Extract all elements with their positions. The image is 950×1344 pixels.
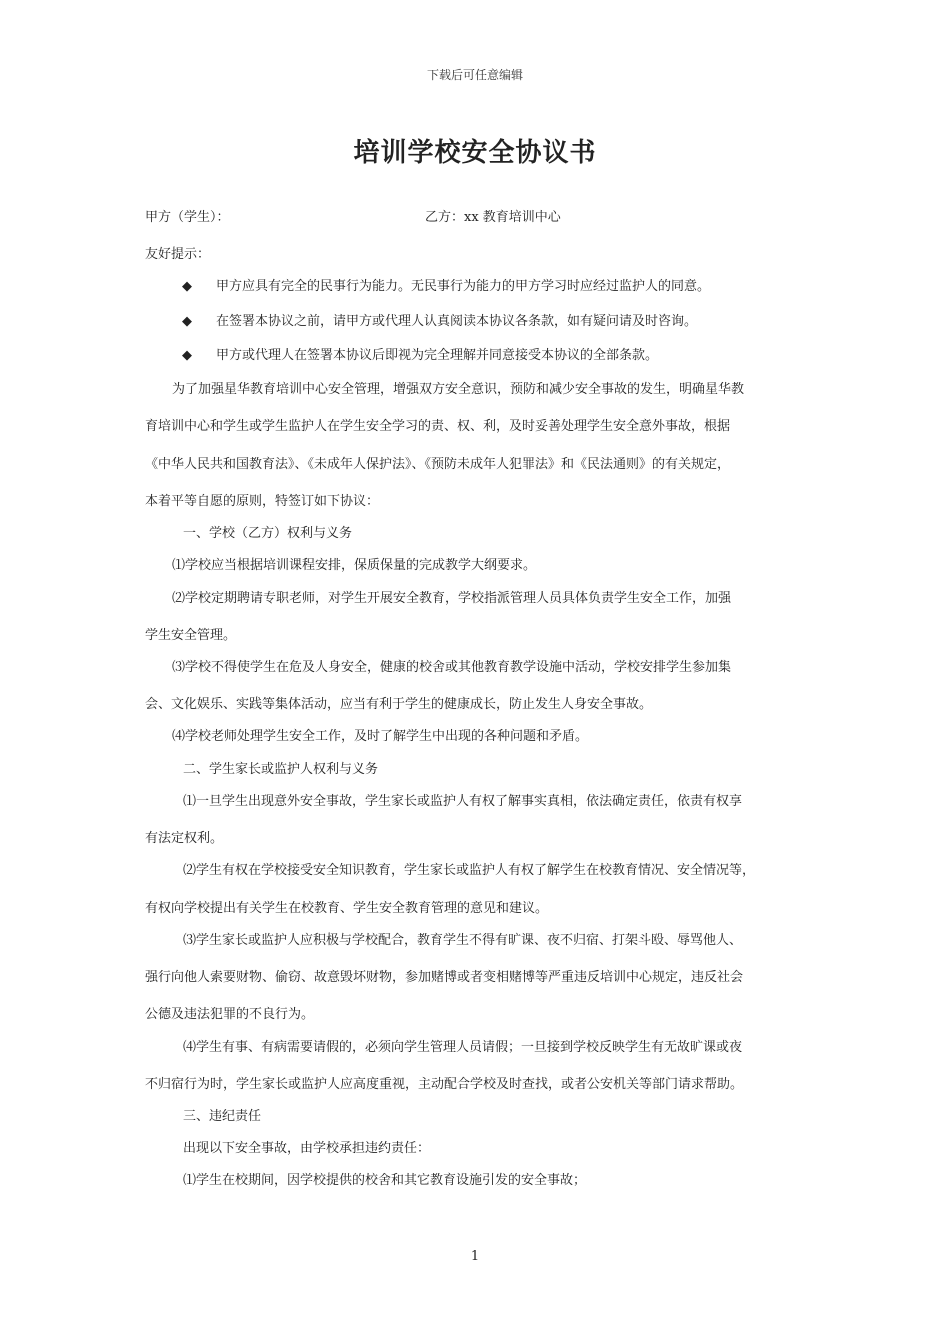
parties-row: [145, 206, 825, 224]
clause-line: ⑵学生有权在学校接受安全知识教育，学生家长或监护人有权了解学生在校教育情况、安全情况等，: [183, 863, 756, 878]
party-b-label: 乙方：xx 教育培训中心: [425, 210, 561, 225]
tips-label: 友好提示：: [145, 247, 211, 262]
tip-item: 甲方或代理人在签署本协议后即视为完全理解并同意接受本协议的全部条款。: [216, 348, 659, 363]
clause-line: ⑷学生有事、有病需要请假的，必须向学生管理人员请假；一旦接到学校反映学生有无故旷课或夜: [183, 1040, 743, 1055]
party-a-label: 甲方（学生）：: [145, 210, 230, 225]
clause-line: 有法定权利。: [145, 831, 224, 846]
section-heading: 一、学校（乙方）权利与义务: [183, 526, 353, 541]
black-diamond-icon: ◆: [182, 314, 192, 329]
clause-line: 学生安全管理。: [145, 628, 237, 643]
header-note: 下载后可任意编辑: [426, 68, 523, 82]
clause-line: ⑶学生家长或监护人应积极与学校配合，教育学生不得有旷课、夜不归宿、打架斗殴、辱骂他人、: [183, 933, 743, 948]
clause-line: 出现以下安全事故，由学校承担违约责任：: [183, 1141, 431, 1156]
intro-line: 《中华人民共和国教育法》、《未成年人保护法》、《预防未成年人犯罪法》和《民法通则》的有关规定，: [145, 457, 731, 472]
intro-line: 本着平等自愿的原则，特签订如下协议：: [145, 494, 380, 509]
clause-line: ⑴一旦学生出现意外安全事故，学生家长或监护人有权了解事实真相，依法确定责任，依责有权享: [183, 794, 743, 809]
intro-line: 为了加强星华教育培训中心安全管理，增强双方安全意识，预防和减少安全事故的发生，明确星华教: [172, 382, 745, 397]
tip-item: 甲方应具有完全的民事行为能力。无民事行为能力的甲方学习时应经过监护人的同意。: [216, 279, 711, 294]
intro-line: 育培训中心和学生或学生监护人在学生安全学习的责、权、利，及时妥善处理学生安全意外事故，根据: [145, 419, 731, 434]
clause-line: 公德及违法犯罪的不良行为。: [145, 1007, 315, 1022]
clause-line: ⑷学校老师处理学生安全工作，及时了解学生中出现的各种问题和矛盾。: [172, 729, 589, 744]
section-heading: 二、学生家长或监护人权利与义务: [183, 762, 379, 777]
clause-line: ⑶学校不得使学生在危及人身安全，健康的校舍或其他教育教学设施中活动，学校安排学生参加集: [172, 660, 732, 675]
document-title: 培训学校安全协议书: [353, 138, 597, 168]
page-number: 1: [470, 1249, 480, 1264]
clause-line: 会、文化娱乐、实践等集体活动，应当有利于学生的健康成长，防止发生人身安全事故。: [145, 697, 653, 712]
clause-line: 强行向他人索要财物、偷窃、故意毁坏财物，参加赌博或者变相赌博等严重违反培训中心规定，违反社会: [145, 970, 744, 985]
black-diamond-icon: ◆: [182, 279, 192, 294]
black-diamond-icon: ◆: [182, 348, 192, 363]
clause-line: ⑴学校应当根据培训课程安排，保质保量的完成教学大纲要求。: [172, 558, 537, 573]
clause-line: ⑴学生在校期间，因学校提供的校舍和其它教育设施引发的安全事故；: [183, 1173, 587, 1188]
clause-line: 有权向学校提出有关学生在校教育、学生安全教育管理的意见和建议。: [145, 901, 549, 916]
tip-item: 在签署本协议之前，请甲方或代理人认真阅读本协议各条款，如有疑问请及时咨询。: [216, 314, 698, 329]
clause-line: ⑵学校定期聘请专职老师，对学生开展安全教育，学校指派管理人员具体负责学生安全工作，加强: [172, 591, 732, 606]
clause-line: 不归宿行为时，学生家长或监护人应高度重视，主动配合学校及时查找，或者公安机关等部门请求帮助。: [145, 1077, 744, 1092]
section-heading: 三、违纪责任: [183, 1109, 262, 1124]
